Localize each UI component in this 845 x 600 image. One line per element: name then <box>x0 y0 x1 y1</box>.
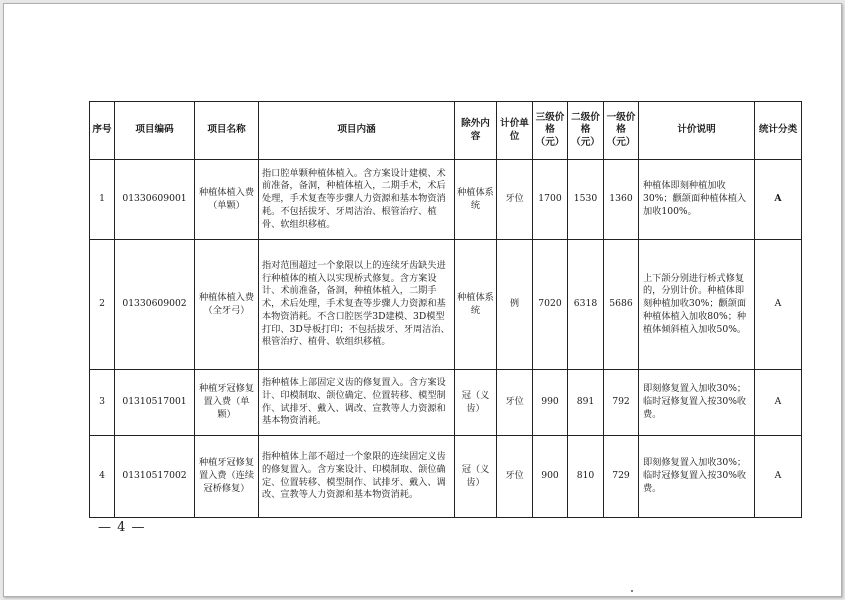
table-row <box>90 160 802 240</box>
header-price-level-3: 三级价格（元） <box>533 102 568 160</box>
cell-seq: 2 <box>90 240 115 370</box>
cell-unit: 牙位 <box>497 370 533 436</box>
cell-price-level-2: 891 <box>568 370 604 436</box>
page-number: — 4 — <box>98 520 146 535</box>
header-note: 计价说明 <box>639 102 755 160</box>
scan-speck <box>631 590 633 592</box>
cell-seq: 1 <box>90 160 115 240</box>
cell-price-level-3: 900 <box>533 436 568 518</box>
cell-class: A <box>755 240 802 370</box>
header-content: 项目内涵 <box>259 102 455 160</box>
cell-note: 即刻修复置入加收30%；临时冠修复置入按30%收费。 <box>639 436 755 518</box>
cell-unit: 例 <box>497 240 533 370</box>
cell-class: A <box>755 160 802 240</box>
cell-code: 01310517002 <box>115 436 195 518</box>
header-unit: 计价单位 <box>497 102 533 160</box>
cell-note: 上下颌分别进行桥式修复的，分别计价。种植体即刻种植加收30%；颧颌面种植体植入加收80%；种植体倾斜植入加收50%。 <box>639 240 755 370</box>
cell-code: 01330609002 <box>115 240 195 370</box>
cell-note: 种植体即刻种植加收30%；颧颌面种植体植入加收100%。 <box>639 160 755 240</box>
fee-table <box>89 101 802 518</box>
cell-note: 即刻修复置入加收30%；临时冠修复置入按30%收费。 <box>639 370 755 436</box>
header-seq: 序号 <box>90 102 115 160</box>
header-price-level-1: 一级价格（元） <box>604 102 639 160</box>
cell-name: 种植体植入费（单颗） <box>195 160 259 240</box>
document-page <box>3 3 842 597</box>
cell-except: 冠（义齿） <box>455 436 497 518</box>
cell-content: 指口腔单颗种植体植入。含方案设计建模、术前准备，备洞，种植体植入，二期手术，术后处理，手术复查等步骤人力资源和基本物资消耗。不包括拔牙、牙周洁治、根管治疗、植骨、软组织移植。 <box>259 160 455 240</box>
header-price-level-2: 二级价格（元） <box>568 102 604 160</box>
cell-class: A <box>755 436 802 518</box>
cell-price-level-3: 7020 <box>533 240 568 370</box>
cell-seq: 3 <box>90 370 115 436</box>
cell-price-level-2: 1530 <box>568 160 604 240</box>
cell-seq: 4 <box>90 436 115 518</box>
cell-content: 指种植体上部固定义齿的修复置入。含方案设计、印模制取、颌位确定、位置转移、模型制作、试排牙、戴入、调改、宣教等人力资源和基本物资消耗。 <box>259 370 455 436</box>
cell-price-level-1: 729 <box>604 436 639 518</box>
cell-price-level-2: 6318 <box>568 240 604 370</box>
cell-unit: 牙位 <box>497 160 533 240</box>
header-name: 项目名称 <box>195 102 259 160</box>
table-row <box>90 240 802 370</box>
cell-price-level-1: 1360 <box>604 160 639 240</box>
cell-code: 01310517001 <box>115 370 195 436</box>
cell-name: 种植牙冠修复置入费（连续冠桥修复） <box>195 436 259 518</box>
cell-name: 种植体植入费（全牙弓） <box>195 240 259 370</box>
cell-code: 01330609001 <box>115 160 195 240</box>
cell-name: 种植牙冠修复置入费（单颗） <box>195 370 259 436</box>
cell-class: A <box>755 370 802 436</box>
cell-price-level-3: 990 <box>533 370 568 436</box>
table-row <box>90 370 802 436</box>
cell-except: 种植体系统 <box>455 160 497 240</box>
cell-except: 种植体系统 <box>455 240 497 370</box>
cell-content: 指对范围超过一个象限以上的连续牙齿缺失进行种植体的植入以实现桥式修复。含方案设计、术前准备，备洞，种植体植入，二期手术，术后处理，手术复查等步骤人力资源和基本物资消耗。不含口腔医学3D建模、3D模型打印、3D导板打印；不包括拔牙、牙周洁治、根管治疗、植骨、软组织移植。 <box>259 240 455 370</box>
table-row <box>90 436 802 518</box>
cell-price-level-2: 810 <box>568 436 604 518</box>
table-header-row <box>90 102 802 160</box>
cell-price-level-1: 5686 <box>604 240 639 370</box>
header-except: 除外内容 <box>455 102 497 160</box>
cell-except: 冠（义齿） <box>455 370 497 436</box>
cell-price-level-3: 1700 <box>533 160 568 240</box>
header-class: 统计分类 <box>755 102 802 160</box>
header-code: 项目编码 <box>115 102 195 160</box>
cell-unit: 牙位 <box>497 436 533 518</box>
cell-price-level-1: 792 <box>604 370 639 436</box>
cell-content: 指种植体上部不超过一个象限的连续固定义齿的修复置入。含方案设计、印模制取、颌位确定、位置转移、模型制作、试排牙、戴入、调改、宣教等人力资源和基本物资消耗。 <box>259 436 455 518</box>
